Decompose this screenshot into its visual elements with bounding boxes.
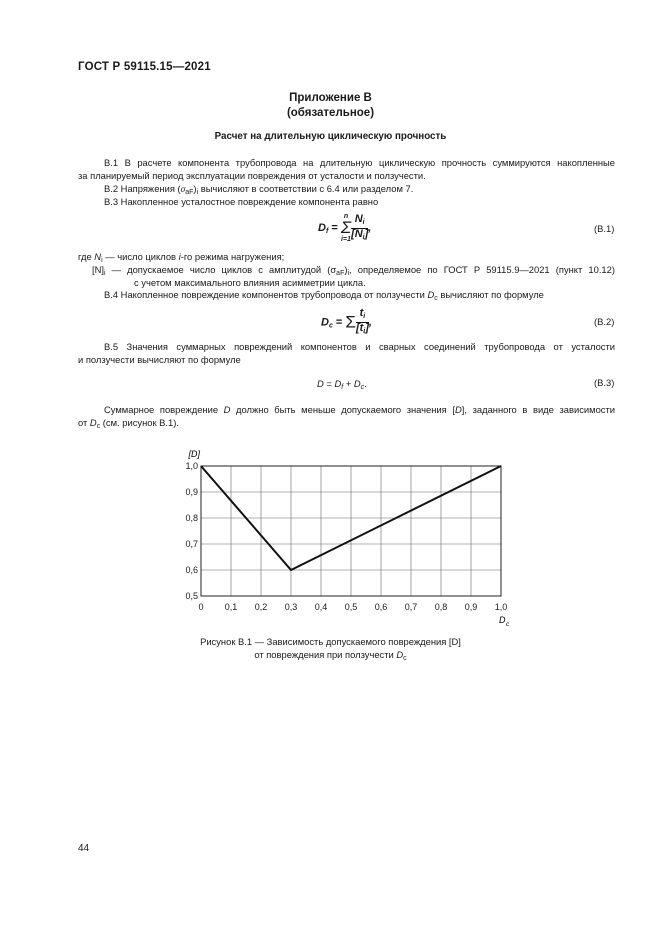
chart-y-tick-label: 0,8 — [185, 513, 198, 523]
where-ni-text2: -го режима нагружения; — [180, 251, 285, 262]
eq-b2-den-sub: i — [363, 328, 366, 335]
summary-text-a: Суммарное повреждение — [104, 404, 224, 415]
eq-b2-den-end: ] — [365, 322, 369, 334]
paragraph-b5-line1: В.5 Значения суммарных повреждений компонентов и сварных соединений трубопровода от усталости — [104, 341, 615, 352]
eq-b3-df: D — [334, 378, 342, 389]
paragraph-b1-line1: В.1 В расчете компонента трубопровода на длительную циклическую прочность суммируются накопленные — [104, 157, 615, 168]
eq-b1-sum-top: n — [343, 213, 349, 220]
eq-b1-den-sub: i — [362, 233, 365, 241]
chart-x-tick-label: 1,0 — [494, 602, 508, 612]
eq-b2-sum: Σ — [345, 312, 356, 332]
eq-b2-lhs-sub: c — [328, 322, 333, 330]
eq-b3-dc: D — [353, 378, 361, 389]
damage-chart — [170, 440, 530, 630]
eq-b2-lhs: D — [321, 316, 329, 329]
eq-b2-equals: = — [335, 316, 343, 329]
chart-y-tick-label: 0,6 — [185, 565, 198, 575]
eq-b3-dot: . — [364, 378, 367, 389]
summary-text-b: должно быть меньше допускаемого значения [ — [230, 404, 455, 415]
eq-b1-equals: = — [331, 222, 338, 234]
chart-y-tick-label: 1,0 — [185, 461, 198, 471]
summary-text-c: ], заданного в виде зависимости — [461, 404, 616, 415]
eq-b1-fraction — [351, 214, 368, 243]
where-nn-sub3: i — [347, 270, 350, 277]
where-nn-symbol: [N] — [92, 264, 104, 275]
paragraph-b4 — [104, 288, 544, 305]
equation-b2 — [321, 308, 372, 337]
eq-b2-num-sub: i — [363, 313, 366, 320]
where-ni-sub: i — [101, 257, 103, 264]
eq-b1-den: [N — [351, 227, 363, 240]
eq-b3-sub-c: c — [360, 384, 365, 391]
chart-x-axis-label: D — [499, 615, 506, 625]
eq-b1-tail: , — [368, 222, 372, 234]
eq-b3-d: D — [317, 378, 324, 389]
caption2-d: D — [396, 649, 404, 660]
chart-y-tick-label: 0,7 — [185, 539, 198, 549]
eq-b3-plus: + — [343, 378, 354, 389]
eq-b1-sum: n Σ i=1 — [340, 213, 352, 243]
equation-b3-label: (В.3) — [594, 377, 615, 388]
equation-b1-label: (В.1) — [594, 223, 615, 234]
where-ni-i: i — [178, 251, 181, 262]
chart-x-tick-label: 0,8 — [434, 602, 448, 612]
chart-y-axis-label: [D] — [188, 449, 200, 459]
where-nn-text1b: ) — [344, 264, 348, 275]
eq-b1-den-end: ] — [364, 227, 369, 240]
chart-x-axis-label-subscript: c — [506, 621, 510, 628]
eq-b2-fraction — [356, 308, 369, 337]
sigma-subscript: aF — [185, 189, 194, 196]
where-nn-sub: i — [103, 270, 106, 277]
caption2-text: от повреждения при ползучести — [254, 649, 397, 660]
where-ni-text: — число циклов — [102, 251, 179, 262]
eq-b1-num: N — [354, 212, 363, 225]
paragraph-b3: В.3 Накопленное усталостное повреждение компонента равно — [104, 196, 379, 207]
eq-b3-eq: = — [323, 378, 335, 389]
b2-text-c: вычисляют в соответствии с 6.4 или разделом 7. — [198, 183, 414, 194]
paragraph-b1-line2: за планируемый период эксплуатации повреждения от усталости и ползучести. — [78, 170, 426, 181]
paragraph-b5-line2: и ползучести вычисляют по формуле — [78, 354, 241, 365]
where-nn-sub2: aF — [336, 270, 345, 277]
eq-b3-sub-f: f — [341, 384, 344, 391]
eq-b1-num-sub: i — [362, 218, 365, 226]
figure-caption-line1: Рисунок В.1 — Зависимость допускаемого повреждения [D] — [200, 636, 461, 647]
b4-symbol: D — [427, 289, 435, 300]
summary-d2: D — [454, 404, 462, 415]
chart-ticks — [185, 461, 507, 612]
b4-text-a: В.4 Накопленное повреждение компонентов трубопровода от ползучести — [104, 289, 428, 300]
figure-caption-line2 — [0, 649, 661, 662]
eq-b1-lhs-sub: f — [325, 227, 329, 235]
document-header: ГОСТ Р 59115.15—2021 — [78, 61, 211, 73]
eq-b2-den: [t — [355, 322, 364, 334]
equation-b2-label: (В.2) — [594, 316, 615, 327]
b2-text-b: ) — [193, 183, 197, 194]
b2-index: i — [196, 189, 199, 196]
equation-b1 — [318, 213, 371, 243]
b2-text-a: В.2 Напряжения ( — [104, 183, 181, 194]
appendix-status: (обязательное) — [286, 107, 375, 119]
chart-x-tick-label: 0,4 — [314, 602, 328, 612]
where-prefix: где — [78, 251, 95, 262]
paragraph-summary-line2 — [78, 416, 179, 433]
chart-grid — [201, 466, 501, 596]
chart-y-tick-label: 0,9 — [185, 487, 198, 497]
eq-b1-sum-bottom: i=1 — [340, 236, 351, 243]
where-nn-text1: — допускаемое число циклов с амплитудой (σ — [105, 264, 337, 275]
chart-x-tick-label: 0,1 — [224, 602, 238, 612]
summary2-sub: c — [96, 423, 101, 430]
eq-b2-tail: , — [368, 316, 372, 329]
summary2-d: D — [89, 417, 97, 428]
chart-x-tick-label: 0,7 — [404, 602, 418, 612]
where-nn-line2: с учетом максимального влияния асимметрии цикла. — [134, 277, 366, 288]
b4-text-b: вычисляют по формуле — [437, 289, 544, 300]
b4-sub: c — [434, 295, 438, 302]
paragraph-summary-line1 — [78, 403, 615, 416]
chart-x-tick-label: 0,5 — [344, 602, 358, 612]
appendix-subtitle: Расчет на длительную циклическую прочность — [214, 131, 447, 142]
chart-x-tick-label: 0 — [198, 602, 204, 612]
appendix-title: Приложение В — [289, 92, 372, 104]
chart-x-tick-label: 0,6 — [374, 602, 388, 612]
summary-d: D — [223, 404, 231, 415]
chart-x-tick-label: 0,9 — [464, 602, 478, 612]
summary2-text-b: (см. рисунок В.1). — [100, 417, 179, 428]
chart-x-tick-label: 0,3 — [284, 602, 298, 612]
sigma-symbol: σ — [180, 185, 186, 195]
equation-b3 — [317, 377, 367, 394]
where-nn-text1c: , определяемое по ГОСТ Р 59115.9—2021 (пункт 10.12) — [349, 264, 615, 275]
eq-b1-lhs: D — [318, 222, 326, 234]
chart-y-tick-label: 0,5 — [185, 591, 198, 601]
summary2-text-a: от — [78, 417, 90, 428]
chart-x-tick-label: 0,2 — [254, 602, 268, 612]
eq-b2-num: t — [359, 307, 364, 319]
page-number: 44 — [78, 843, 90, 854]
caption2-sub: c — [403, 655, 407, 662]
where-ni-symbol: N — [94, 251, 102, 262]
